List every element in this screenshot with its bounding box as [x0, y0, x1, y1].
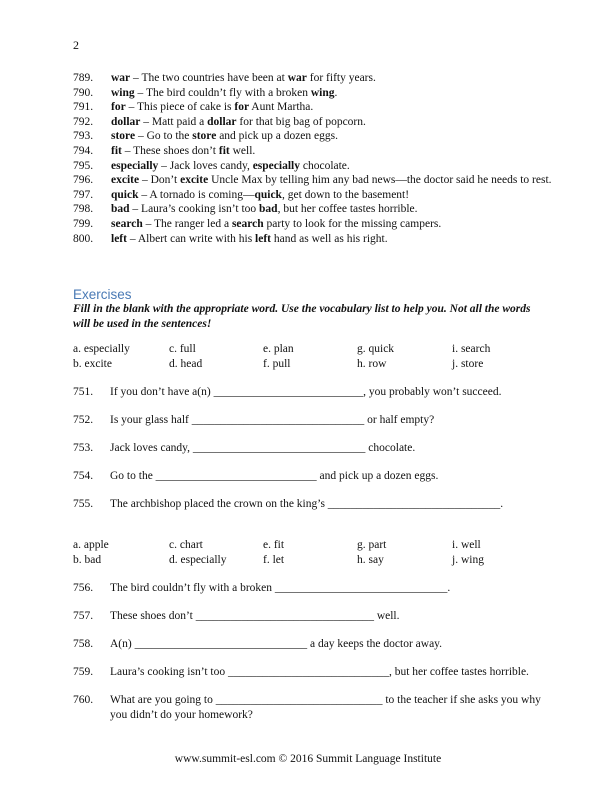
- page-number: 2: [73, 38, 79, 52]
- word-choice: a. especially: [73, 343, 130, 355]
- vocab-word: left: [111, 232, 127, 245]
- vocab-word: war: [111, 72, 131, 84]
- vocab-item: 800. left – Albert can write with his left hand as well as his right.: [73, 232, 388, 245]
- word-choice: g. part: [357, 539, 387, 551]
- exercises-heading: Exercises: [73, 287, 132, 302]
- question-text: Jack loves candy, ______________________________ chocolate.: [110, 442, 416, 454]
- word-choice: a. apple: [73, 539, 109, 551]
- vocab-number: 791.: [73, 101, 94, 114]
- vocab-item: 798. bad – Laura’s cooking isn’t too bad, but her coffee tastes horrible.: [73, 203, 418, 216]
- vocab-word: quick: [111, 188, 139, 201]
- word-choice: d. especially: [169, 553, 227, 566]
- vocab-number: 792.: [73, 115, 94, 128]
- question-number: 760.: [73, 694, 94, 706]
- question: [73, 665, 543, 680]
- question-number: 757.: [73, 610, 94, 622]
- vocab-number: 794.: [73, 144, 94, 157]
- exercises-instructions: Fill in the blank with the appropriate word. Use the vocabulary list to help you. Not all the words will be used in the sentences!: [73, 303, 531, 330]
- vocab-number: 795.: [73, 159, 94, 172]
- vocab-item: 791. for – This piece of cake is for Aunt Martha.: [73, 101, 314, 114]
- question-number: 756.: [73, 582, 94, 594]
- vocab-number: 797.: [73, 188, 94, 201]
- vocab-item: 797. quick – A tornado is coming—quick, get down to the basement!: [73, 188, 410, 201]
- question-text: Laura’s cooking isn’t too ____________________________, but her coffee tastes horrible.: [110, 666, 529, 678]
- vocab-item: 795. especially – Jack loves candy, especially chocolate.: [73, 159, 350, 172]
- vocab-word: especially: [111, 159, 159, 172]
- vocab-word: bad: [111, 203, 130, 216]
- word-choice: d. head: [169, 357, 203, 370]
- vocab-item: 790. wing – The bird couldn’t fly with a broken wing.: [73, 86, 338, 99]
- question: [73, 469, 543, 484]
- question-number: 754.: [73, 470, 94, 482]
- question-number: 751.: [73, 386, 94, 398]
- vocab-item: 799. search – The ranger led a search party to look for the missing campers.: [73, 217, 442, 230]
- page-footer: www.summit-esl.com © 2016 Summit Language Institute: [174, 753, 442, 765]
- question-number: 759.: [73, 666, 94, 678]
- question-text: The bird couldn’t fly with a broken ______________________________.: [110, 582, 451, 594]
- word-choice: b. bad: [73, 553, 102, 566]
- word-choice: f. let: [263, 553, 285, 566]
- question: [73, 693, 543, 722]
- vocabulary-list: [73, 71, 553, 246]
- vocab-item: 792. dollar – Matt paid a dollar for that big bag of popcorn.: [73, 115, 366, 128]
- vocab-item: 794. fit – These shoes don’t fit well.: [73, 144, 256, 157]
- vocab-item: 796. excite – Don’t excite Uncle Max by telling him any bad news—the doctor said he needs to rest.: [73, 174, 552, 187]
- vocab-word: wing: [111, 86, 135, 99]
- vocab-number: 790.: [73, 86, 94, 99]
- question-number: 752.: [73, 414, 94, 426]
- question: [73, 441, 543, 456]
- question-text: What are you going to _____________________________ to the teacher if she asks you why you didn’t do your homework?: [110, 694, 541, 721]
- question-text: A(n) ______________________________ a day keeps the doctor away.: [110, 638, 443, 650]
- word-choice: i. well: [452, 539, 481, 551]
- vocab-word: dollar: [111, 115, 141, 128]
- question: [73, 385, 543, 400]
- word-choice: f. pull: [263, 357, 291, 370]
- word-choice: j. wing: [452, 553, 484, 566]
- vocab-number: 789.: [73, 72, 94, 84]
- word-choice: c. chart: [169, 539, 203, 551]
- vocab-number: 800.: [73, 232, 94, 245]
- word-choice: g. quick: [357, 343, 395, 355]
- question-text: The archbishop placed the crown on the king’s ______________________________.: [110, 498, 504, 510]
- vocab-number: 799.: [73, 217, 94, 230]
- vocab-word: fit: [111, 144, 122, 157]
- question-number: 758.: [73, 638, 94, 650]
- vocab-item: 789. war – The two countries have been at war for fifty years.: [73, 72, 376, 84]
- vocab-item: 793. store – Go to the store and pick up a dozen eggs.: [73, 130, 338, 143]
- word-choice: i. search: [452, 343, 491, 355]
- question-text: Is your glass half ______________________________ or half empty?: [110, 414, 435, 426]
- vocab-word: excite: [111, 174, 140, 187]
- vocab-number: 798.: [73, 203, 94, 216]
- vocab-word: store: [111, 130, 136, 143]
- vocab-number: 793.: [73, 130, 94, 143]
- question-text: If you don’t have a(n) __________________________, you probably won’t succeed.: [110, 386, 502, 398]
- question-text: These shoes don’t _______________________________ well.: [110, 610, 400, 622]
- word-choice: c. full: [169, 343, 196, 355]
- word-choice: j. store: [452, 357, 484, 370]
- vocab-word: for: [111, 101, 126, 114]
- question: [73, 413, 543, 428]
- word-choice: h. say: [357, 553, 384, 566]
- vocab-number: 796.: [73, 174, 94, 187]
- question: [73, 609, 543, 624]
- word-choice: h. row: [357, 357, 387, 370]
- question-text: Go to the ____________________________ and pick up a dozen eggs.: [110, 470, 439, 482]
- word-choice: e. fit: [263, 539, 285, 551]
- word-bank: [73, 539, 533, 568]
- question: [73, 581, 543, 596]
- question: [73, 497, 543, 512]
- question-number: 755.: [73, 498, 94, 510]
- word-choice: e. plan: [263, 343, 294, 355]
- word-choice: b. excite: [73, 357, 112, 370]
- word-bank: [73, 343, 533, 372]
- question-number: 753.: [73, 442, 94, 454]
- vocab-word: search: [111, 217, 143, 230]
- question: [73, 637, 543, 652]
